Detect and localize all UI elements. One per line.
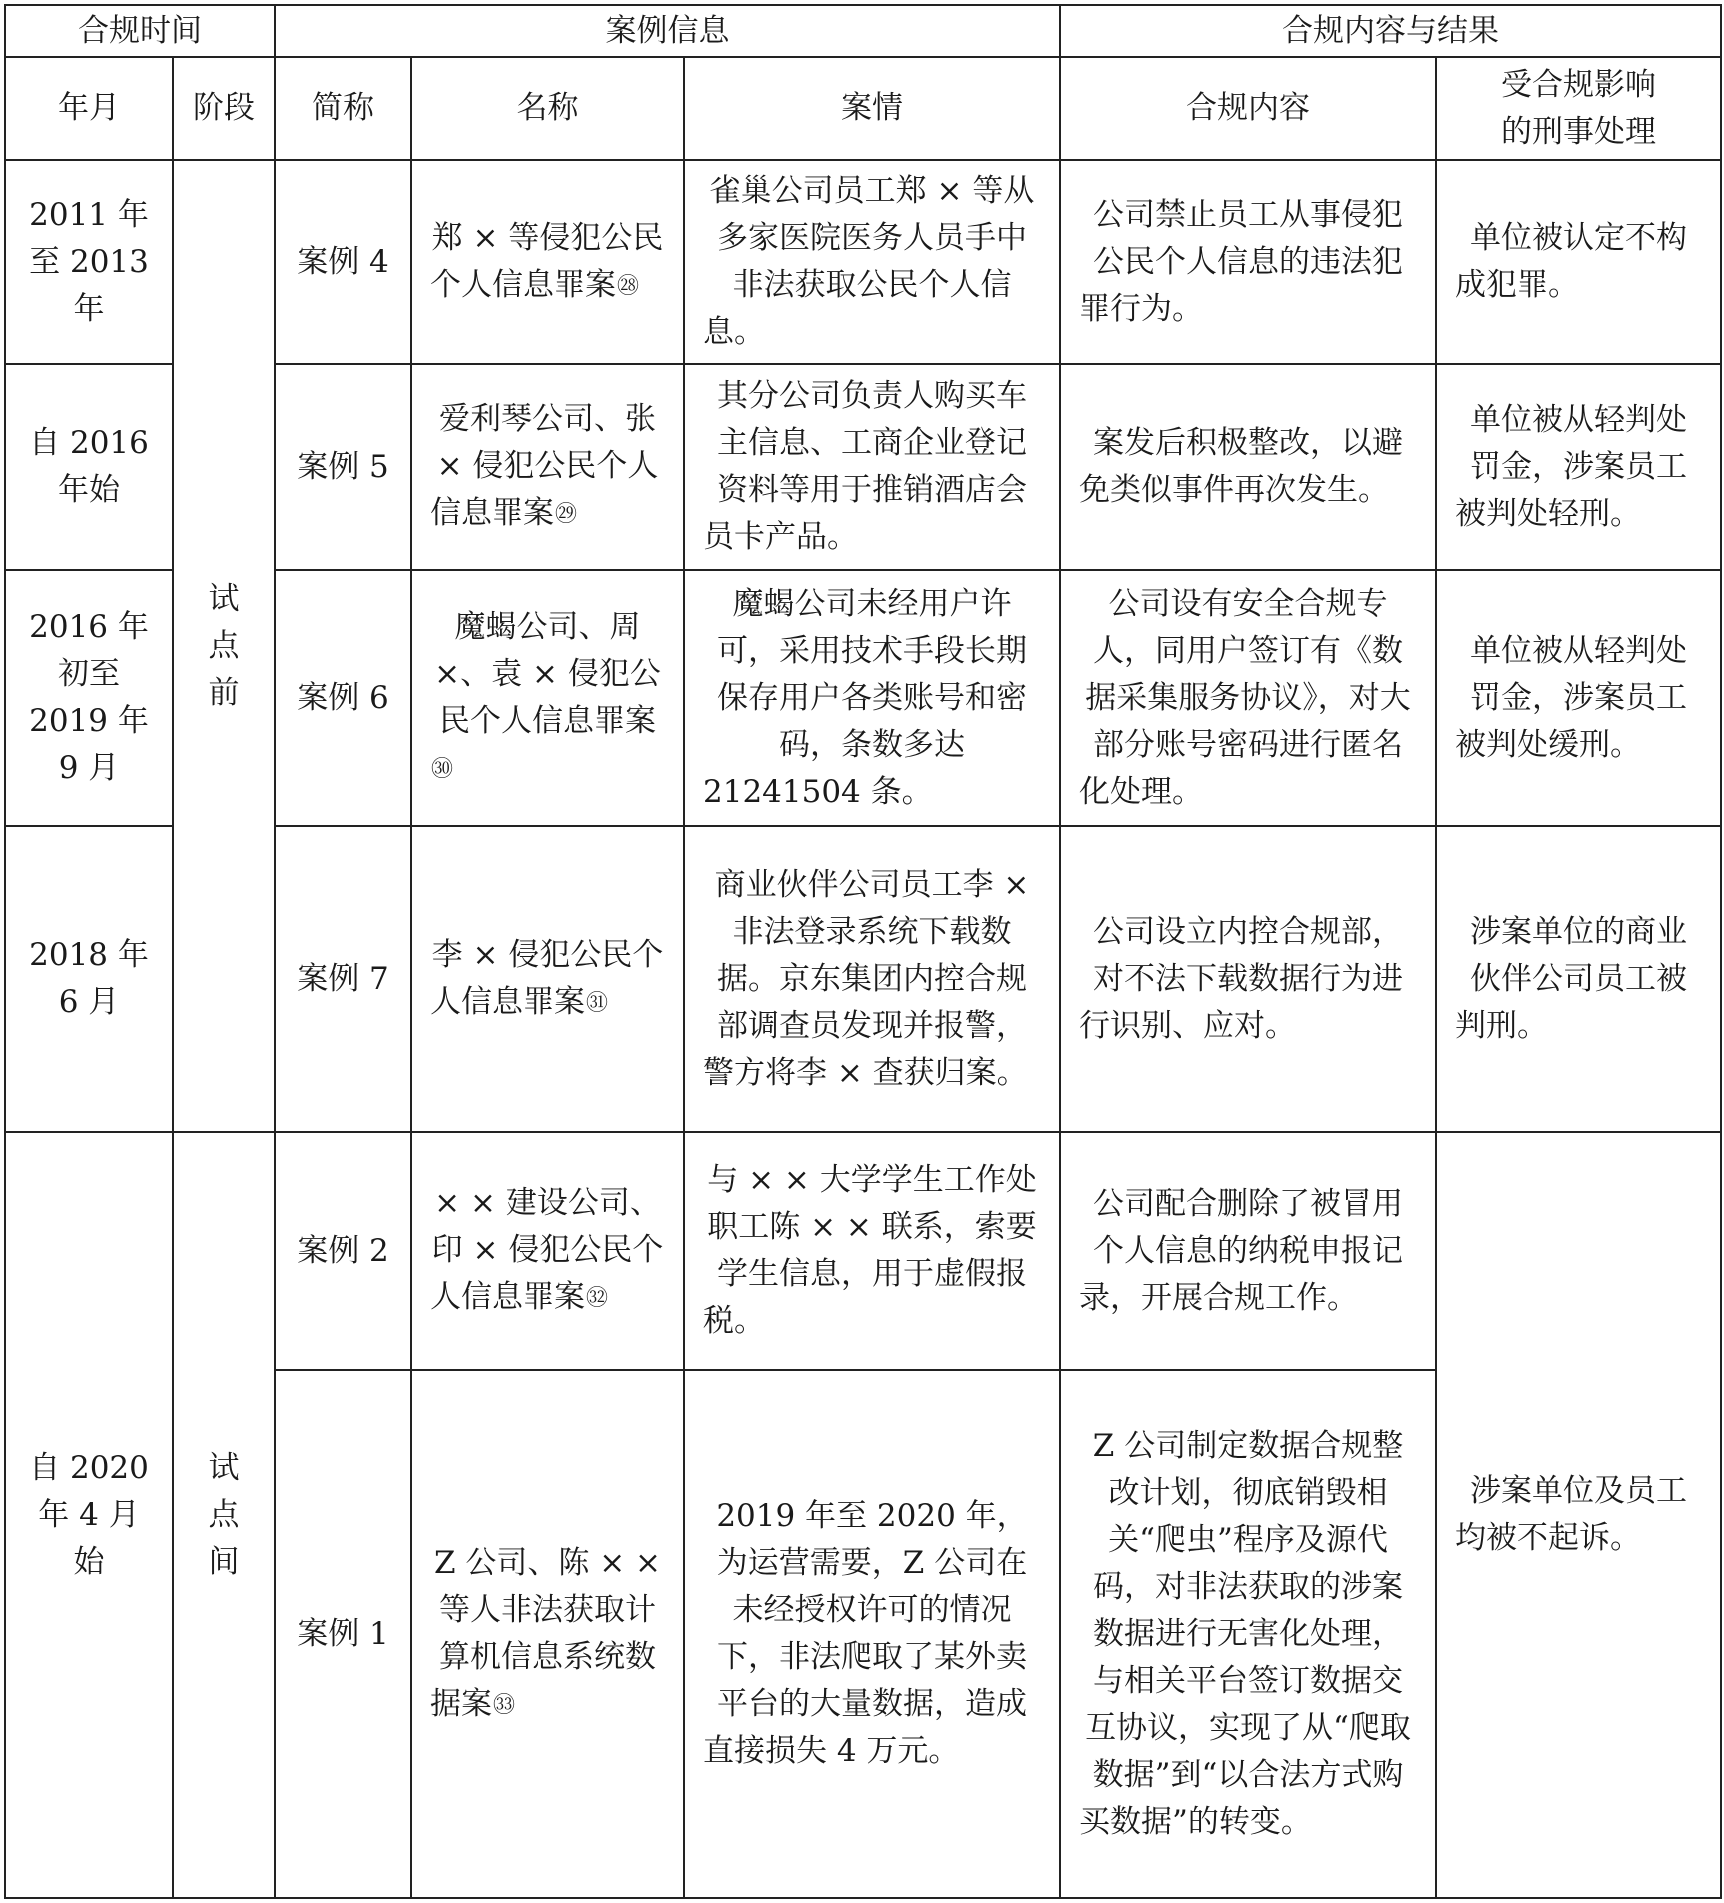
row-compliance: 案发后积极整改，以避免类似事件再次发生。 [1060,364,1436,570]
row-outcome: 单位被认定不构成犯罪。 [1436,160,1721,364]
stage-char: 前 [208,674,240,711]
row-name-text: 魔蝎公司、周 ×、袁 × 侵犯公民个人信息罪案 [434,608,661,739]
column-header-year-month: 年月 [5,57,173,160]
row-short-name: 案例 7 [275,826,411,1132]
column-header-row [5,57,1721,160]
row-compliance: 公司设有安全合规专人，同用户签订有《数据采集服务协议》，对大部分账号密码进行匿名化处理。 [1060,570,1436,826]
stage-char: 试 [208,580,240,617]
row-time: 2011 年至 2013 年 [5,160,173,364]
column-header-outcome-line-2: 的刑事处理 [1501,113,1656,150]
row-outcome: 单位被从轻判处罚金，涉案员工被判处轻刑。 [1436,364,1721,570]
row-facts: 其分公司负责人购买车主信息、工商企业登记资料等用于推销酒店会员卡产品。 [684,364,1060,570]
table-row [5,160,1721,364]
row-compliance: 公司禁止员工从事侵犯公民个人信息的违法犯罪行为。 [1060,160,1436,364]
row-short-name: 案例 6 [275,570,411,826]
row-time: 自 2016 年始 [5,364,173,570]
group-header-info: 案例信息 [275,5,1060,57]
row-time: 2018 年 6 月 [5,826,173,1132]
row-name-text: 李 × 侵犯公民个人信息罪案 [430,936,664,1020]
row-name-text: Z 公司、陈 × × 等人非法获取计算机信息系统数据案 [430,1544,662,1722]
table-row [5,1132,1721,1370]
group-header-time: 合规时间 [5,5,275,57]
column-header-outcome-line-1: 受合规影响 [1501,66,1656,103]
stage-char: 点 [208,1496,240,1533]
footnote-ref: ㉙ [555,502,578,527]
row-time: 自 2020 年 4 月始 [5,1132,173,1898]
row-outcome: 单位被从轻判处罚金，涉案员工被判处缓刑。 [1436,570,1721,826]
row-name-text: 郑 × 等侵犯公民个人信息罪案 [430,219,664,303]
row-name [411,364,684,570]
row-short-name: 案例 4 [275,160,411,364]
row-short-name: 案例 5 [275,364,411,570]
row-name-text: × × 建设公司、印 × 侵犯公民个人信息罪案 [430,1185,664,1315]
row-facts: 与 × × 大学学生工作处职工陈 × × 联系，索要学生信息，用于虚假报税。 [684,1132,1060,1370]
footnote-ref: ㉚ [431,756,454,782]
row-outcome: 涉案单位及员工均被不起诉。 [1436,1132,1721,1898]
row-name [411,570,684,826]
compliance-case-table [4,4,1722,1899]
row-facts: 雀巢公司员工郑 × 等从多家医院医务人员手中非法获取公民个人信息。 [684,160,1060,364]
footnote-ref: ㉛ [586,990,609,1016]
row-name [411,826,684,1132]
column-header-stage: 阶段 [173,57,275,160]
footnote-ref: ㉝ [493,1692,516,1718]
row-name [411,1370,684,1898]
column-header-short-name: 简称 [275,57,411,160]
stage-char: 试 [208,1449,240,1486]
column-header-name: 名称 [411,57,684,160]
column-header-outcome [1436,57,1721,160]
group-header-row [5,5,1721,57]
row-name-text: 爱利琴公司、张 × 侵犯公民个人信息罪案 [430,401,659,531]
row-outcome: 涉案单位的商业伙伴公司员工被判刑。 [1436,826,1721,1132]
stage-char: 间 [208,1543,240,1580]
row-time: 2016 年初至 2019 年 9 月 [5,570,173,826]
row-compliance: 公司配合删除了被冒用个人信息的纳税申报记录，开展合规工作。 [1060,1132,1436,1370]
group-header-result: 合规内容与结果 [1060,5,1721,57]
footnote-ref: ㉘ [617,273,640,299]
stage-char: 点 [208,627,240,664]
row-name [411,1132,684,1370]
row-facts: 商业伙伴公司员工李 × 非法登录系统下载数据。京东集团内控合规部调查员发现并报警，警方将李 × 查获归案。 [684,826,1060,1132]
row-name [411,160,684,364]
row-facts: 魔蝎公司未经用户许可，采用技术手段长期保存用户各类账号和密码，条数多达 21241504 条。 [684,570,1060,826]
stage-during-pilot [173,1132,275,1898]
stage-before-pilot [173,160,275,1132]
row-compliance: 公司设立内控合规部，对不法下载数据行为进行识别、应对。 [1060,826,1436,1132]
footnote-ref: ㉜ [586,1286,609,1311]
column-header-facts: 案情 [684,57,1060,160]
row-facts: 2019 年至 2020 年，为运营需要，Z 公司在未经授权许可的情况下，非法爬取了某外卖平台的大量数据，造成直接损失 4 万元。 [684,1370,1060,1898]
column-header-compliance: 合规内容 [1060,57,1436,160]
row-short-name: 案例 1 [275,1370,411,1898]
row-compliance: Z 公司制定数据合规整改计划，彻底销毁相关“爬虫”程序及源代码，对非法获取的涉案数据进行无害化处理，与相关平台签订数据交互协议，实现了从“爬取数据”到“以合法方式购买数据”的转变。 [1060,1370,1436,1898]
row-short-name: 案例 2 [275,1132,411,1370]
